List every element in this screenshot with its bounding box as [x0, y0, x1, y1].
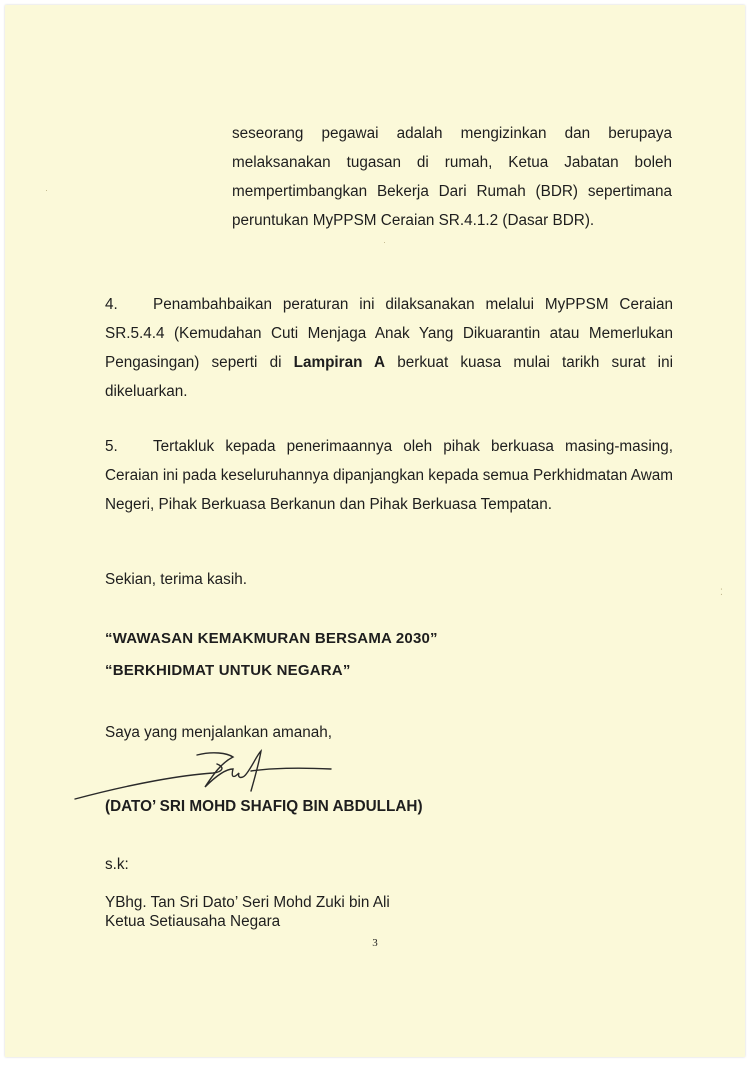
cc-recipient-title: Ketua Setiausaha Negara — [105, 913, 281, 930]
paragraph-4-text: Penambahbaikan peraturan ini dilaksanakan melalui MyPPSM Ceraian SR.5.4.4 (Kemudahan Cuti Menjaga Anak Yang Dikuarantin atau Memerlukan Pengasingan) seperti di — [105, 296, 673, 371]
scan-speck: · — [383, 237, 386, 247]
signer-name: (DATO’ SRI MOHD SHAFIQ BIN ABDULLAH) — [105, 798, 423, 815]
lampiran-reference: Lampiran A — [293, 354, 386, 371]
motto-wawasan: “WAWASAN KEMAKMURAN BERSAMA 2030” — [105, 630, 438, 647]
closing-line: Sekian, terima kasih. — [105, 571, 247, 588]
paragraph-4 — [105, 290, 673, 406]
motto-berkhidmat: “BERKHIDMAT UNTUK NEGARA” — [105, 662, 351, 679]
cc-recipient-name: YBhg. Tan Sri Dato’ Seri Mohd Zuki bin Ali — [105, 894, 390, 911]
paragraph-5 — [105, 432, 673, 519]
signoff-line: Saya yang menjalankan amanah, — [105, 724, 333, 741]
page-number: 3 — [372, 937, 378, 949]
cc-label: s.k: — [105, 856, 129, 873]
document-page — [5, 5, 745, 1057]
paragraph-4-number: 4. — [105, 296, 118, 313]
paragraph-4-text-end: berkuat kuasa mulai tarikh surat ini dikeluarkan. — [105, 354, 673, 400]
scan-speck: ⁚ — [720, 587, 723, 597]
paragraph-continuation: seseorang pegawai adalah mengizinkan dan berupaya melaksanakan tugasan di rumah, Ketua Jabatan boleh mempertimbangkan Bekerja Dari Rumah (BDR) sepertimana peruntukan MyPPSM Ceraian SR.4.1.2 (Dasar BDR). — [232, 125, 672, 229]
scan-speck: · — [45, 185, 48, 195]
paragraph-5-text: Tertakluk kepada penerimaannya oleh pihak berkuasa masing-masing, Ceraian ini pada keseluruhannya dipanjangkan kepada semua Perkhidmatan Awam Negeri, Pihak Berkuasa Berkanun dan Pihak Berkuasa Tempatan. — [105, 438, 673, 513]
paragraph-5-number: 5. — [105, 438, 118, 455]
